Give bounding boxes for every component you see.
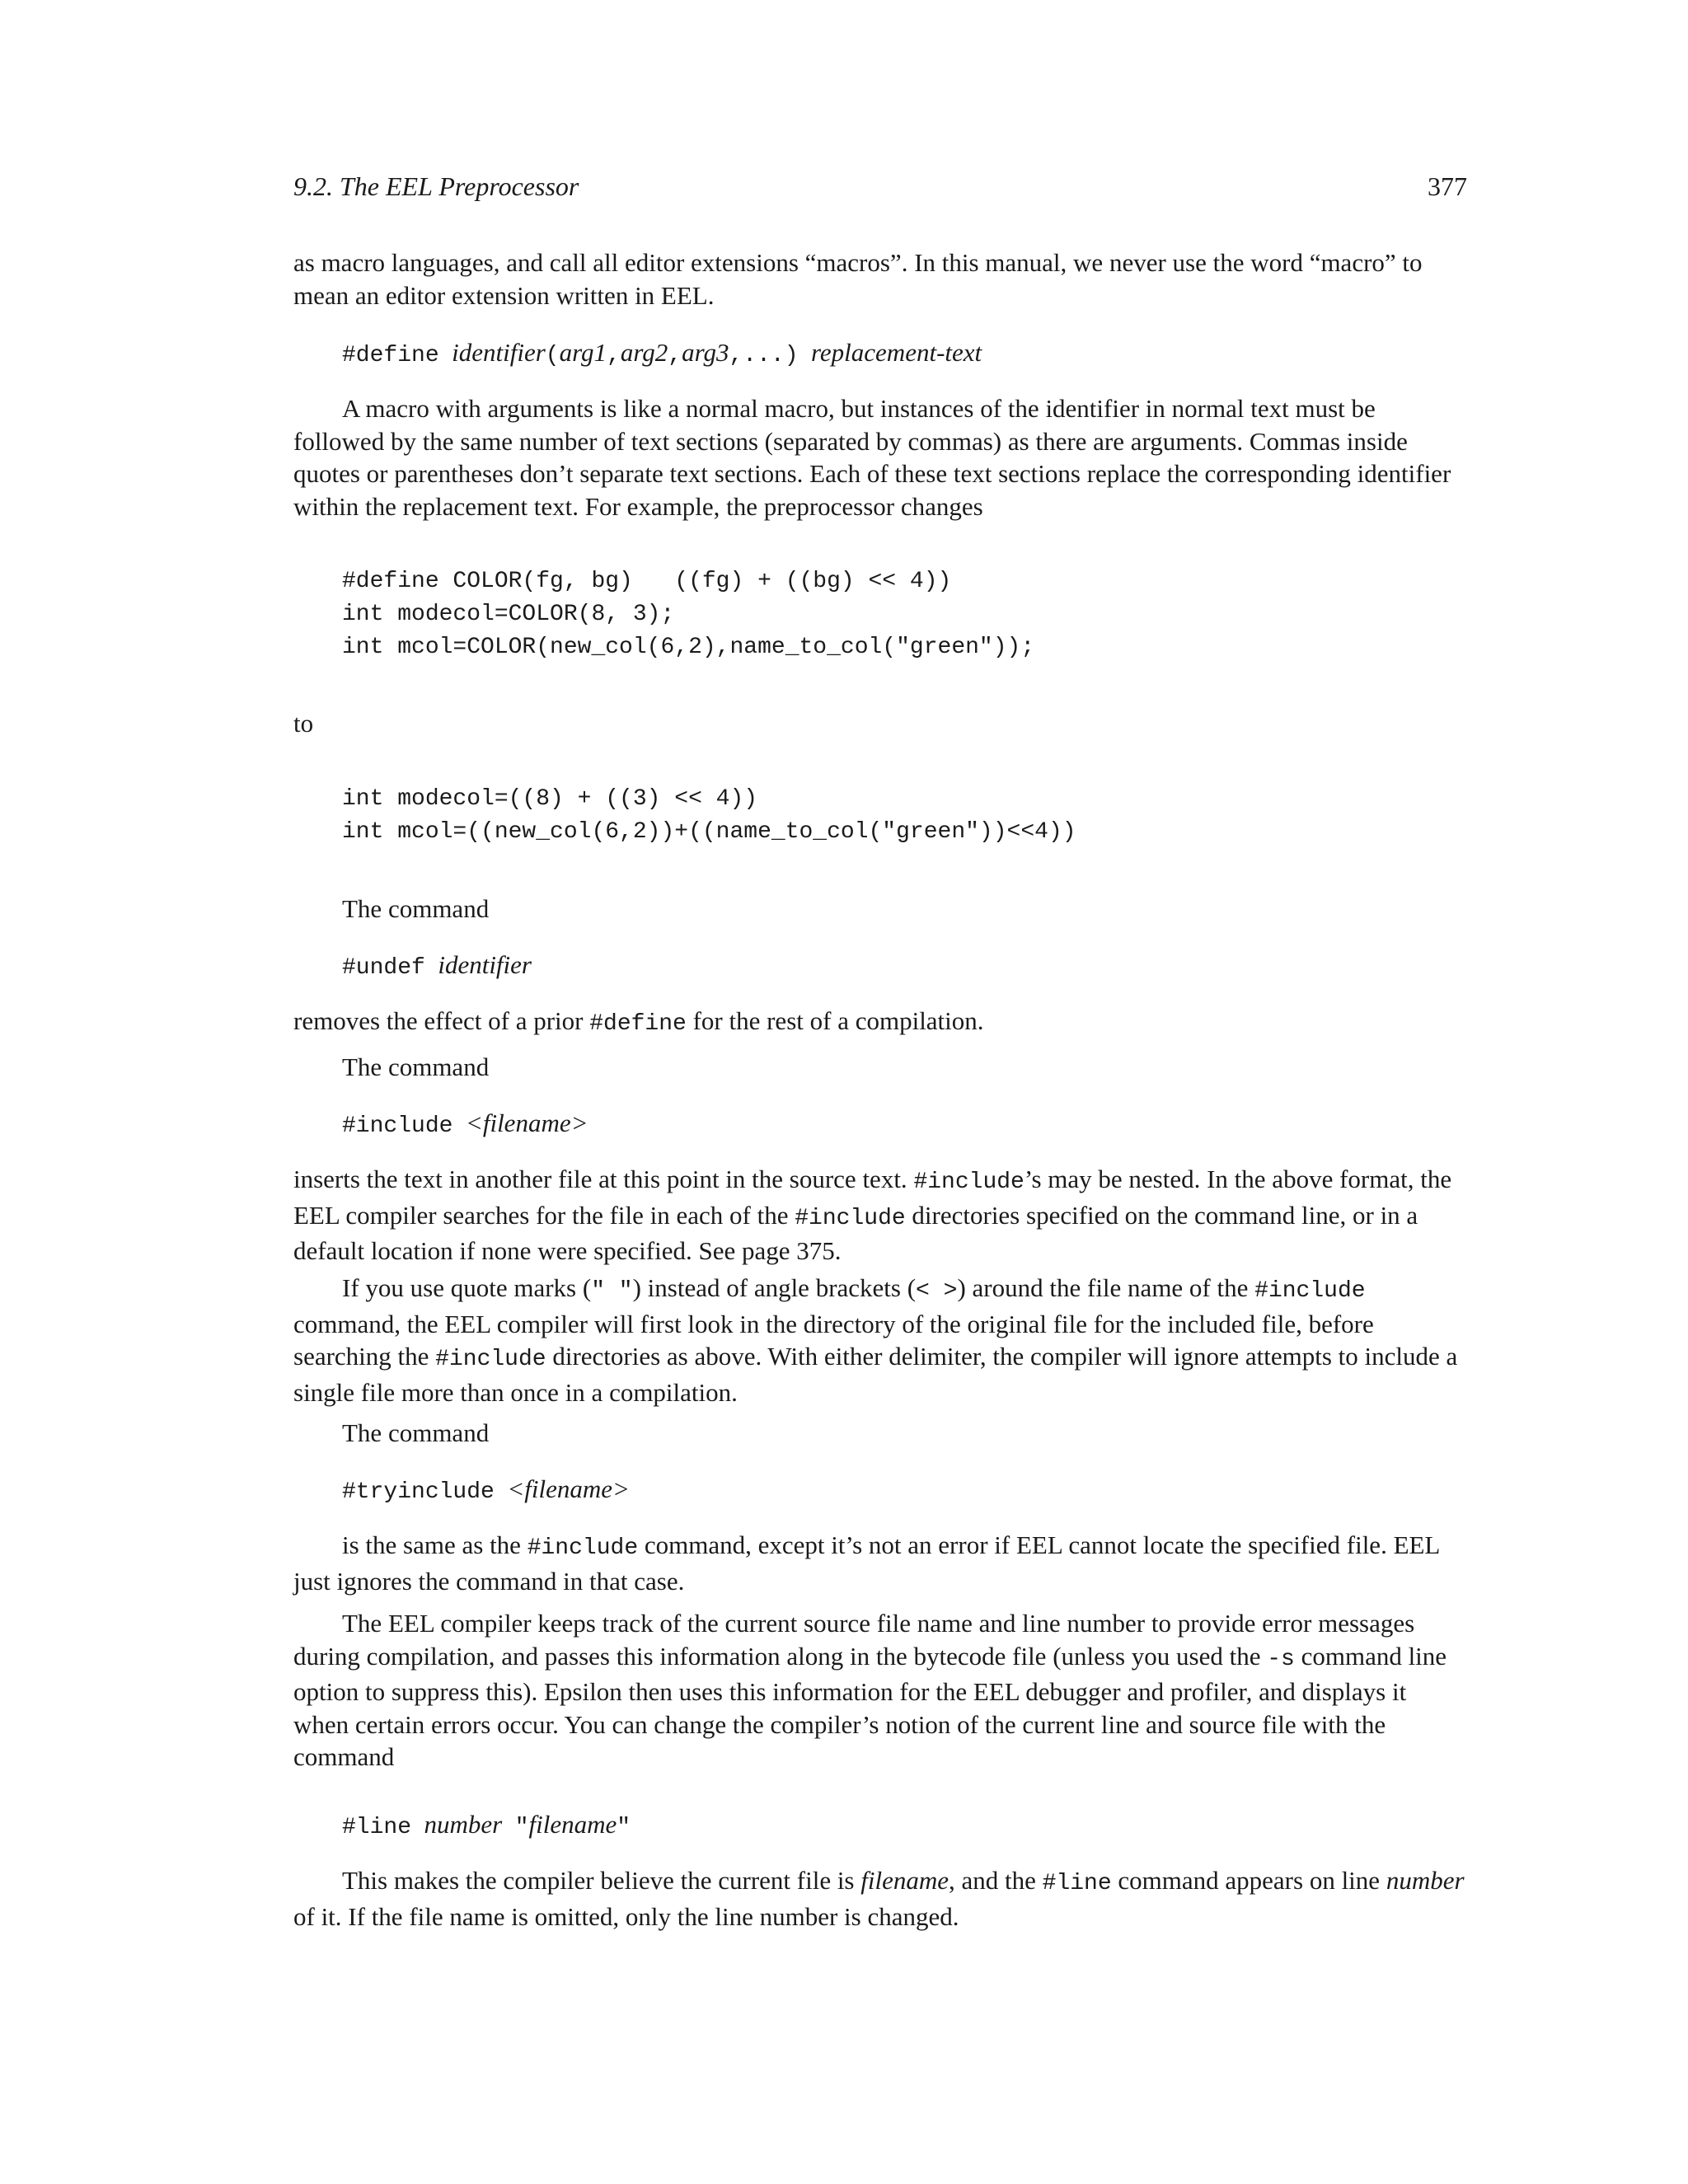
define-syntax-line [342, 336, 982, 373]
paragraph-line-tracking [293, 1607, 1467, 1774]
tryinclude-syntax-line [342, 1473, 630, 1509]
undef-identifier: identifier [438, 950, 532, 979]
inline-code-include: #include [913, 1169, 1025, 1195]
running-header-section: 9.2. The EEL Preprocessor [293, 171, 579, 201]
line-syntax-line [342, 1808, 631, 1844]
paragraph-to: to [293, 709, 314, 738]
code-line: int mcol=((new_col(6,2))+((name_to_col("green"))<<4)) [342, 819, 1076, 845]
text-run: ) instead of angle brackets ( [632, 1273, 917, 1302]
paragraph-quote-marks [293, 1272, 1467, 1408]
page-number: 377 [1428, 171, 1467, 201]
text-run: command, the EEL compiler will first look in the directory of the original file for the included file, before searching the [293, 1309, 1374, 1371]
code-block-expanded-example [342, 783, 1076, 849]
define-keyword: #define [342, 343, 439, 368]
text-run: command line option to suppress this). Epsilon then uses this information for the EEL debugger and profiler, and displays it when certain errors occur. You can change the compiler’s notion of the current line and source file with the command [293, 1641, 1447, 1771]
text-run: removes the effect of a prior [293, 1006, 590, 1035]
syntax-open-paren: ( [545, 343, 560, 368]
inline-code-include: #include [527, 1535, 639, 1561]
paragraph-removes-effect [293, 1005, 1467, 1041]
syntax-comma-2: , [668, 343, 682, 368]
text-run: If you use quote marks ( [342, 1273, 592, 1302]
inline-code-quotes: " " [591, 1278, 633, 1304]
paragraph-inserts-text [293, 1163, 1467, 1268]
inline-code-include: #include [795, 1205, 906, 1231]
paragraph-tryinclude-desc [293, 1529, 1467, 1597]
text-run: inserts the text in another file at this point in the source text. [293, 1165, 914, 1193]
inline-code-include: #include [435, 1347, 546, 1372]
tryinclude-filename: <filename> [507, 1474, 630, 1503]
text-run: of it. If the file name is omitted, only the line number is changed. [293, 1901, 959, 1931]
text-run: command, except it’s not an error if EEL cannot locate the specified file. EEL just ignores the command in that case. [293, 1530, 1440, 1596]
paragraph-macro-languages: as macro languages, and call all editor extensions “macros”. In this manual, we never use the word “macro” to mean an editor extension written in EEL. [293, 248, 1423, 310]
syntax-arg3: arg3 [682, 338, 729, 367]
syntax-comma-1: , [607, 343, 621, 368]
text-run: directories as above. With either delimiter, the compiler will ignore attempts to include a single file more than once in a compilation. [293, 1342, 1458, 1407]
code-line: int mcol=COLOR(new_col(6,2),name_to_col("green")); [342, 635, 1035, 660]
syntax-identifier: identifier [452, 338, 546, 367]
inline-code-angle-brackets: < > [916, 1278, 958, 1304]
text-run: , and the [949, 1866, 1043, 1895]
italic-number: number [1386, 1866, 1465, 1895]
tryinclude-keyword: #tryinclude [342, 1479, 495, 1505]
undef-syntax-line [342, 949, 532, 985]
include-syntax-line [342, 1107, 588, 1143]
text-run: is the same as the [342, 1530, 528, 1559]
line-number-arg: number [424, 1810, 503, 1839]
text-run: This makes the compiler believe the current file is [342, 1866, 861, 1895]
text-run: for the rest of a compilation. [686, 1006, 984, 1035]
syntax-arg1: arg1 [559, 338, 607, 367]
syntax-arg2: arg2 [620, 338, 668, 367]
paragraph-the-command-tryinclude: The command [342, 1418, 490, 1447]
line-keyword: #line [342, 1815, 412, 1840]
text-run: ) around the file name of the [957, 1273, 1255, 1302]
inline-code-line: #line [1042, 1871, 1112, 1896]
paragraph-macro-arguments: A macro with arguments is like a normal macro, but instances of the identifier in normal text must be followed by the same number of text sections (separated by commas) as there are arguments. Commas inside quotes or parentheses don’t separate text sections. Each of these text sections replace the corresponding identifier within the replacement text. For example, the preprocessor changes [293, 394, 1451, 521]
text-run: ’s may be nested. In the above format, the EEL compiler searches for the file in each of the [293, 1165, 1452, 1230]
text-run: directories specified on the command line, or in a default location if none were specified. See page 375. [293, 1200, 1418, 1265]
paragraph-the-command-include: The command [342, 1052, 490, 1081]
paragraph-the-command-undef: The command [342, 894, 490, 923]
inline-code-s-option: -s [1267, 1646, 1295, 1672]
include-keyword: #include [342, 1113, 453, 1139]
paragraph-line-effect [293, 1864, 1467, 1933]
syntax-replacement-text: replacement-text [811, 338, 982, 367]
inline-code-include: #include [1254, 1278, 1366, 1304]
text-run: command appears on line [1111, 1866, 1386, 1895]
italic-filename: filename [860, 1866, 949, 1895]
text-run: The EEL compiler keeps track of the current source file name and line number to provide error messages during compilation, and passes this information along in the bytecode file (unless you used the [293, 1609, 1415, 1671]
code-line: int modecol=COLOR(8, 3); [342, 602, 675, 627]
code-line: int modecol=((8) + ((3) << 4)) [342, 786, 758, 812]
open-quote: " [514, 1815, 529, 1840]
syntax-rest: ,...) [729, 343, 799, 368]
close-quote: " [617, 1815, 631, 1840]
code-block-define-example [342, 565, 1034, 664]
code-line: #define COLOR(fg, bg) ((fg) + ((bg) << 4)) [342, 569, 952, 594]
inline-code-define: #define [589, 1011, 687, 1037]
line-filename-arg: filename [528, 1810, 617, 1839]
undef-keyword: #undef [342, 955, 425, 981]
include-filename: <filename> [465, 1108, 588, 1137]
